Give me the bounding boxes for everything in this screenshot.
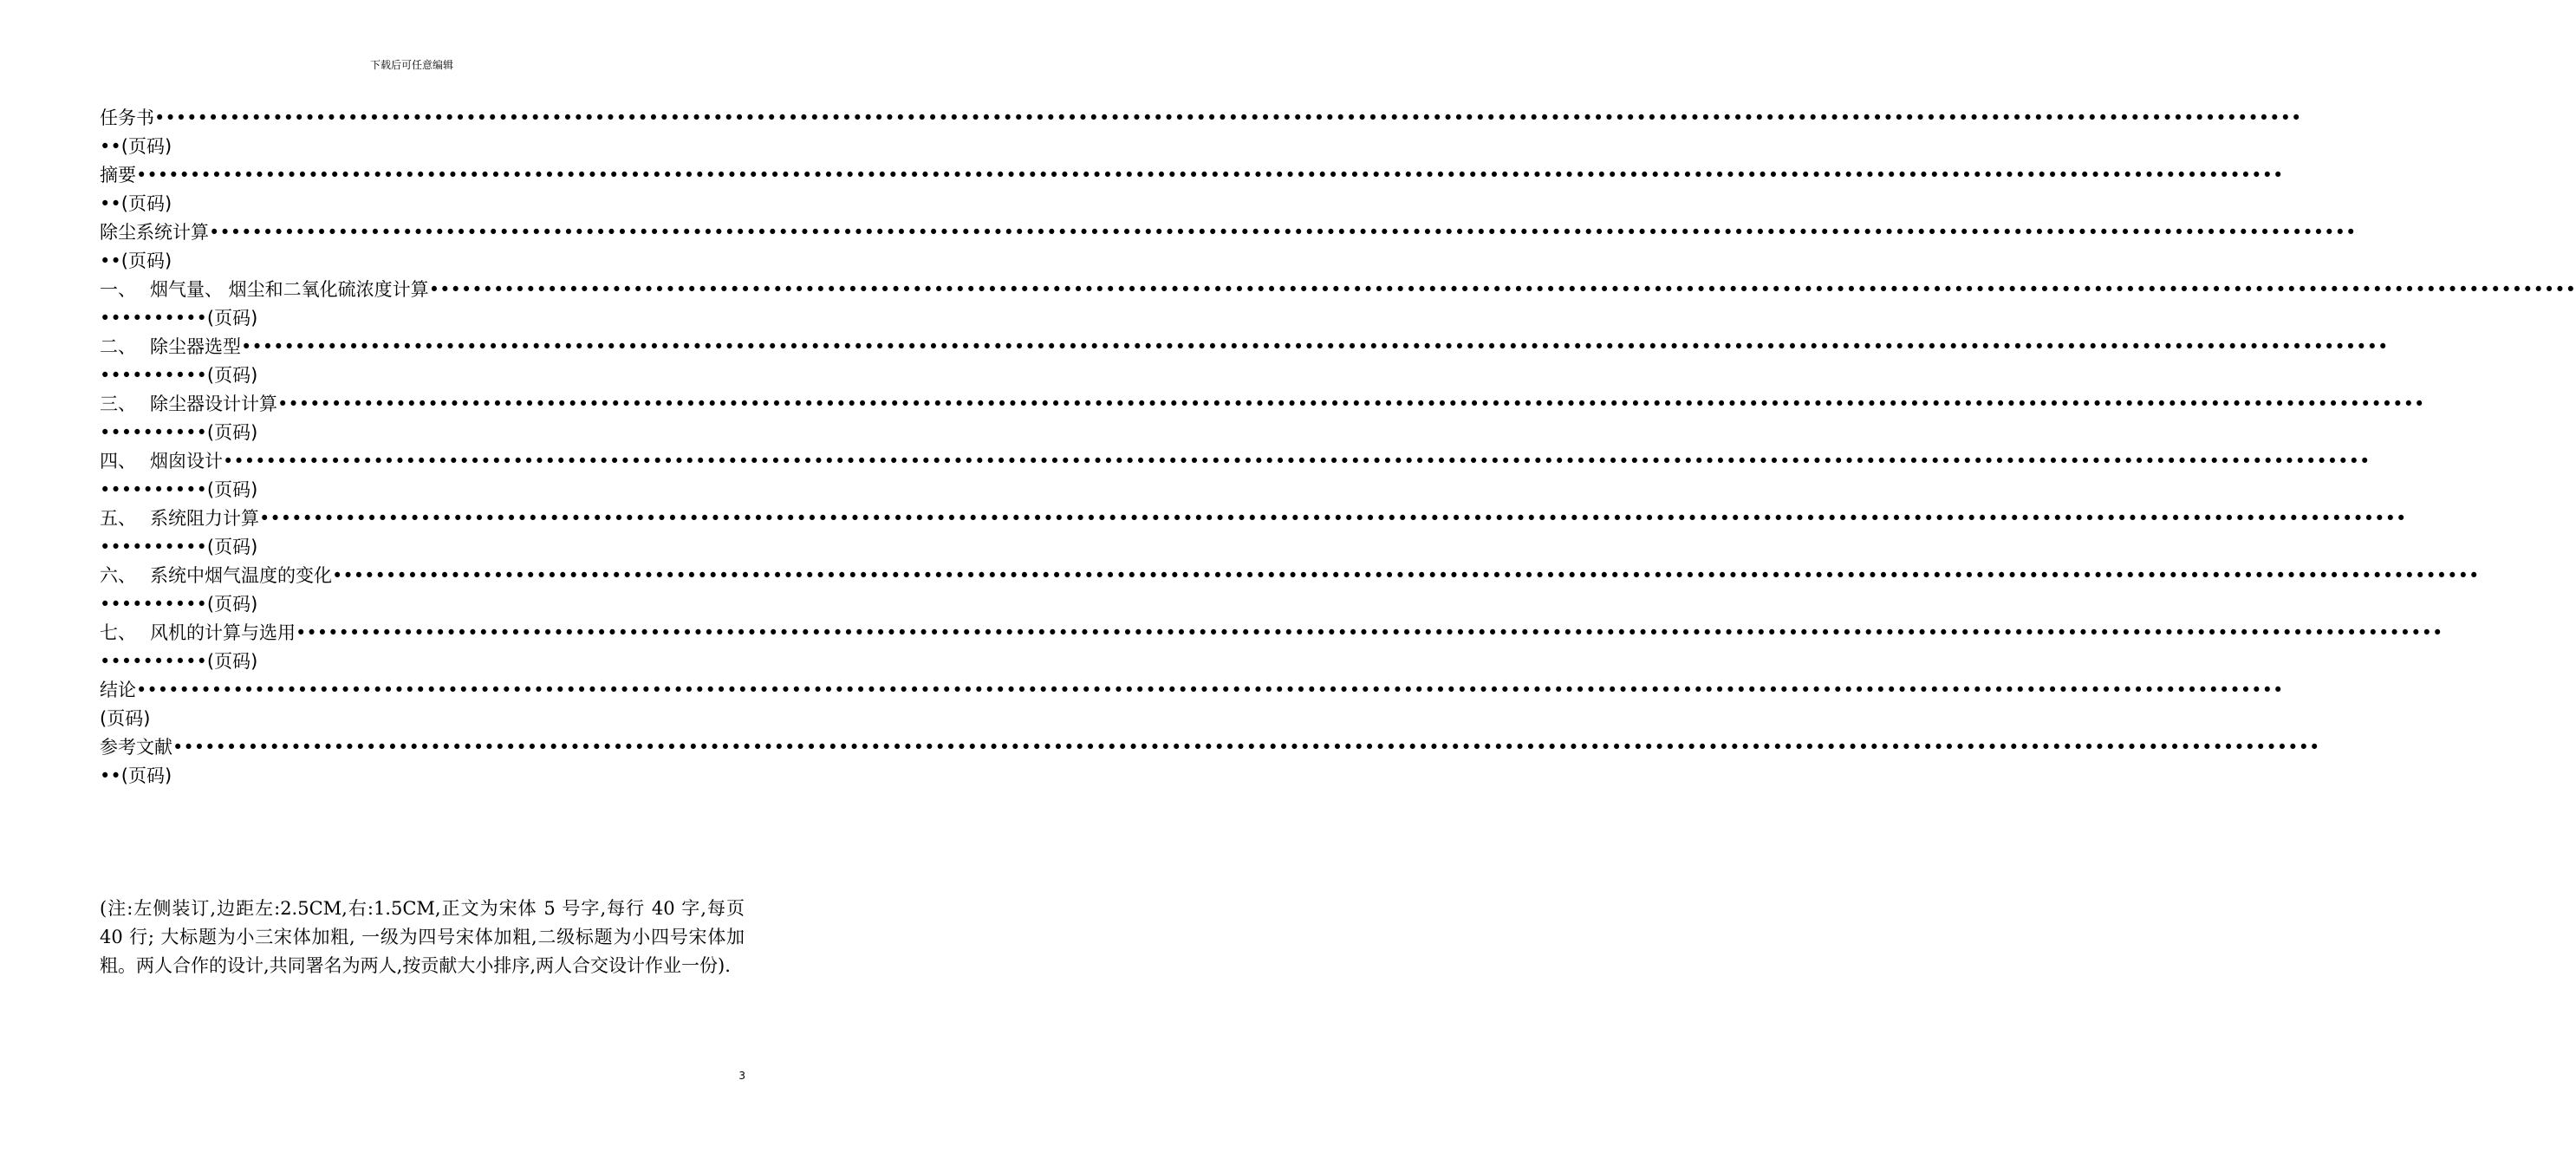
toc-entry-label: 摘要 <box>100 165 136 185</box>
toc-entry-label: 任务书 <box>100 107 154 128</box>
formatting-note: (注:左侧装订,边距左:2.5CM,右:1.5CM,正文为宋体 5 号字,每行 40 字,每页 40 行; 大标题为小三宋体加粗, 一级为四号宋体加粗,二级标题为小四号宋体加粗。两人合作的设计,共同署名为两人,按贡献大小排序,两人合交设计作业一份). <box>100 898 745 976</box>
toc-page-ref: (页码) <box>206 365 258 386</box>
toc-page-ref: (页码) <box>120 136 172 157</box>
toc-entry-page-line <box>100 419 745 447</box>
toc-leader-dots-continued: •• <box>100 136 121 157</box>
toc-page-ref: (页码) <box>100 708 151 729</box>
toc-entry-number: 四、 <box>100 451 136 472</box>
toc-entry[interactable] <box>100 276 2576 333</box>
toc-entry[interactable] <box>100 333 2389 390</box>
toc-leader-dots: •••••••••••••••••••••••••••••••••••••••••••••••••••••••••••••••••••••••••••••••••••••••••••••••••••••••••••••••••••••••••••••••••••••••••••••••••••••••••••••••••••••••••••••••••••••••••••••••••••••••• <box>332 565 2480 586</box>
toc-page-ref: (页码) <box>206 422 258 443</box>
toc-entry-title <box>100 390 277 419</box>
toc-entry-page-line <box>100 705 745 733</box>
toc-entry-title <box>100 218 209 247</box>
toc-leader-dots: •••••••••••••••••••••••••••••••••••••••••••••••••••••••••••••••••••••••••••••••••••••••••••••••••••••••••••••••••••••••••••••••••••••••••••••••••••••••••••••••••••••••••••••••••••••••••••••••••••••••• <box>136 165 2284 185</box>
toc-entry-page-line <box>100 533 745 562</box>
toc-entry[interactable] <box>100 390 2425 447</box>
toc-entry[interactable] <box>100 161 2284 218</box>
toc-page-ref: (页码) <box>120 251 172 271</box>
table-of-contents <box>100 104 2576 791</box>
toc-leader-dots-continued: •••••••••• <box>100 365 207 386</box>
toc-entry-label: 除尘器选型 <box>150 336 241 357</box>
toc-page-ref: (页码) <box>206 594 258 615</box>
toc-entry-page-line <box>100 304 745 333</box>
toc-entry[interactable] <box>100 218 2357 276</box>
toc-leader-dots: •••••••••••••••••••••••••••••••••••••••••••••••••••••••••••••••••••••••••••••••••••••••••••••••••••••••••••••••••••••••••••••••••••••••••••••••••••••••••••••••••••••••••••••••••••••••••••••••••••••••• <box>154 107 2302 128</box>
toc-leader-dots-continued: •••••••••• <box>100 594 207 615</box>
toc-entry[interactable] <box>100 733 2320 791</box>
toc-entry-line <box>100 333 2389 361</box>
toc-entry-line <box>100 619 2443 648</box>
toc-page-ref: (页码) <box>206 479 258 500</box>
toc-page-ref: (页码) <box>120 765 172 786</box>
toc-entry-title <box>100 504 259 533</box>
toc-entry-number: 一、 <box>100 279 136 300</box>
toc-entry-page-line <box>100 247 745 276</box>
toc-entry[interactable] <box>100 619 2443 676</box>
toc-entry-label: 系统中烟气温度的变化 <box>150 565 332 586</box>
toc-entry-title <box>100 733 172 762</box>
toc-entry-label: 结论 <box>100 680 136 700</box>
toc-entry-title <box>100 619 296 648</box>
toc-leader-dots: •••••••••••••••••••••••••••••••••••••••••••••••••••••••••••••••••••••••••••••••••••••••••••••••••••••••••••••••••••••••••••••••••••••••••••••••••••••••••••••••••••••••••••••••••••••••••••••••••••••••• <box>136 680 2284 700</box>
toc-entry-title <box>100 676 136 705</box>
toc-page-ref: (页码) <box>120 193 172 214</box>
toc-entry-page-line <box>100 762 745 791</box>
toc-entry-line <box>100 676 2284 705</box>
toc-entry-line <box>100 104 2302 133</box>
toc-leader-dots: •••••••••••••••••••••••••••••••••••••••••••••••••••••••••••••••••••••••••••••••••••••••••••••••••••••••••••••••••••••••••••••••••••••••••••••••••••••••••••••••••••••••••••••••••••••••••••••••••••••••• <box>259 508 2407 529</box>
toc-leader-dots-continued: •••••••••• <box>100 422 207 443</box>
toc-entry-line <box>100 390 2425 419</box>
toc-entry-number: 七、 <box>100 622 136 643</box>
toc-leader-dots: •••••••••••••••••••••••••••••••••••••••••••••••••••••••••••••••••••••••••••••••••••••••••••••••••••••••••••••••••••••••••••••••••••••••••••••••••••••••••••••••••••••••••••••••••••••••••••••••••••••••• <box>209 222 2357 243</box>
toc-leader-dots-continued: •• <box>100 193 121 214</box>
toc-leader-dots-continued: •••••••••• <box>100 308 207 329</box>
toc-entry-number: 三、 <box>100 394 136 414</box>
toc-entry-page-line <box>100 590 745 619</box>
toc-entry-label: 烟囱设计 <box>150 451 223 472</box>
toc-entry-line <box>100 733 2320 762</box>
toc-entry-number: 六、 <box>100 565 136 586</box>
toc-leader-dots-continued: •• <box>100 251 121 271</box>
toc-entry[interactable] <box>100 504 2407 562</box>
toc-page-ref: (页码) <box>206 651 258 672</box>
toc-entry-number: 二、 <box>100 336 136 357</box>
toc-leader-dots: •••••••••••••••••••••••••••••••••••••••••••••••••••••••••••••••••••••••••••••••••••••••••••••••••••••••••••••••••••••••••••••••••••••••••••••••••••••••••••••••••••••••••••••••••••••••••••••••••••••••• <box>428 279 2576 300</box>
toc-entry-line <box>100 504 2407 533</box>
toc-entry-label: 除尘器设计计算 <box>150 394 277 414</box>
toc-entry-label: 除尘系统计算 <box>100 222 209 243</box>
toc-entry-page-line <box>100 190 745 218</box>
toc-entry-label: 系统阻力计算 <box>150 508 259 529</box>
toc-entry[interactable] <box>100 676 2284 733</box>
toc-entry-label: 烟气量、 烟尘和二氧化硫浓度计算 <box>150 279 429 300</box>
toc-leader-dots-continued: •••••••••• <box>100 479 207 500</box>
toc-leader-dots: •••••••••••••••••••••••••••••••••••••••••••••••••••••••••••••••••••••••••••••••••••••••••••••••••••••••••••••••••••••••••••••••••••••••••••••••••••••••••••••••••••••••••••••••••••••••••••••••••••••••• <box>223 451 2371 472</box>
toc-entry-line <box>100 447 2371 476</box>
toc-entry-label: 风机的计算与选用 <box>150 622 296 643</box>
toc-page-ref: (页码) <box>206 308 258 329</box>
toc-entry-page-line <box>100 361 745 390</box>
toc-leader-dots: •••••••••••••••••••••••••••••••••••••••••••••••••••••••••••••••••••••••••••••••••••••••••••••••••••••••••••••••••••••••••••••••••••••••••••••••••••••••••••••••••••••••••••••••••••••••••••••••••••••••• <box>241 336 2389 357</box>
page-header: 下载后可任意编辑 <box>369 59 453 71</box>
toc-leader-dots-continued: •••••••••• <box>100 651 207 672</box>
toc-entry-title <box>100 104 154 133</box>
page-number: 3 <box>738 1070 745 1082</box>
toc-entry-title <box>100 276 429 304</box>
toc-entry-line <box>100 218 2357 247</box>
toc-entry[interactable] <box>100 447 2371 504</box>
toc-entry-page-line <box>100 133 745 161</box>
toc-entry-line <box>100 562 2480 590</box>
toc-entry-title <box>100 333 241 361</box>
toc-entry-line <box>100 276 2576 304</box>
toc-entry[interactable] <box>100 104 2302 161</box>
toc-entry-label: 参考文献 <box>100 737 172 758</box>
toc-leader-dots: •••••••••••••••••••••••••••••••••••••••••••••••••••••••••••••••••••••••••••••••••••••••••••••••••••••••••••••••••••••••••••••••••••••••••••••••••••••••••••••••••••••••••••••••••••••••••••••••••••••••• <box>277 394 2425 414</box>
toc-entry-page-line <box>100 476 745 504</box>
toc-entry-page-line <box>100 648 745 676</box>
toc-entry-line <box>100 161 2284 190</box>
toc-leader-dots: •••••••••••••••••••••••••••••••••••••••••••••••••••••••••••••••••••••••••••••••••••••••••••••••••••••••••••••••••••••••••••••••••••••••••••••••••••••••••••••••••••••••••••••••••••••••••••••••••••••••• <box>172 737 2320 758</box>
toc-leader-dots-continued: •••••••••• <box>100 537 207 557</box>
toc-leader-dots: •••••••••••••••••••••••••••••••••••••••••••••••••••••••••••••••••••••••••••••••••••••••••••••••••••••••••••••••••••••••••••••••••••••••••••••••••••••••••••••••••••••••••••••••••••••••••••••••••••••••• <box>296 622 2443 643</box>
toc-entry-title <box>100 562 332 590</box>
toc-entry-number: 五、 <box>100 508 136 529</box>
toc-leader-dots-continued: •• <box>100 765 121 786</box>
toc-page-ref: (页码) <box>206 537 258 557</box>
toc-entry-title <box>100 447 223 476</box>
toc-entry[interactable] <box>100 562 2480 619</box>
toc-entry-title <box>100 161 136 190</box>
